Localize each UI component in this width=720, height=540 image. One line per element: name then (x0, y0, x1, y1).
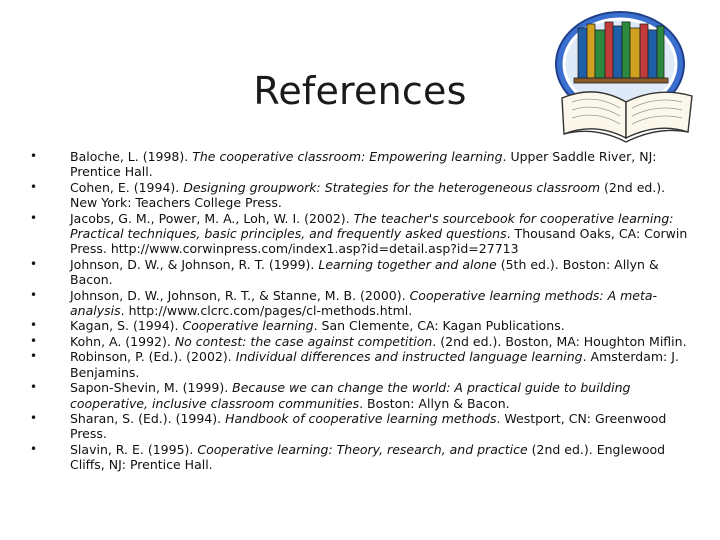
bullet: • (30, 441, 38, 456)
list-item: • Robinson, P. (Ed.). (2002). Individual differences and instructed language learning. Amsterdam: J. Benjamins. (30, 349, 679, 380)
bullet: • (30, 287, 38, 302)
list-item: • Slavin, R. E. (1995). Cooperative learning: Theory, research, and practice (2nd ed.). Englewood Cliffs, NJ: Prentice Hall. (30, 441, 666, 473)
slide-title: References (253, 69, 467, 114)
bullet: • (30, 349, 38, 364)
bullet: • (30, 318, 38, 333)
list-item: • Johnson, D. W., & Johnson, R. T. (1999). Learning together and alone (5th ed.). Boston: Allyn & Bacon. (30, 256, 659, 288)
bullet: • (30, 333, 38, 348)
list-item: • Sharan, S. (Ed.). (1994). Handbook of cooperative learning methods. Westport, CN: Greenwood Press. (30, 410, 667, 442)
list-item: • Cohen, E. (1994). Designing groupwork: Strategies for the heterogeneous classroom (2nd ed.). New York: Teachers College Press. (30, 179, 666, 211)
list-item: • Kagan, S. (1994). Cooperative learning. San Clemente, CA: Kagan Publications. (30, 318, 565, 334)
bullet: • (30, 179, 38, 194)
bullet: • (30, 410, 38, 425)
list-item: • Jacobs, G. M., Power, M. A., Loh, W. I. (2002). The teacher's sourcebook for cooperative learning: Practical techniques, basic principles, and frequently asked questions. Thousand Oaks, CA: Corwin Press. http://www.corwinpress.com/index1.asp?id=detail.asp?id=27713 (30, 210, 688, 257)
list-item: • Baloche, L. (1998). The cooperative classroom: Empowering learning. Upper Saddle River, NJ: Prentice Hall. (30, 149, 657, 180)
bullet: • (30, 380, 38, 395)
bullet: • (30, 210, 38, 225)
bullet: • (30, 256, 38, 271)
list-item: • Johnson, D. W., Johnson, R. T., & Stanne, M. B. (2000). Cooperative learning methods: A meta-analysis. http://www.clcrc.com/pages/cl-methods.html. (30, 287, 658, 319)
references-list (28, 149, 692, 473)
open-book-with-bookshelf-icon (540, 6, 710, 146)
bullet: • (30, 149, 38, 163)
list-item: • Sapon-Shevin, M. (1999). Because we can change the world: A practical guide to building cooperative, inclusive classroom communities. Boston: Allyn & Bacon. (30, 380, 631, 411)
list-item: • Kohn, A. (1992). No contest: the case against competition. (2nd ed.). Boston, MA: Houghton Miflin. (30, 333, 687, 349)
